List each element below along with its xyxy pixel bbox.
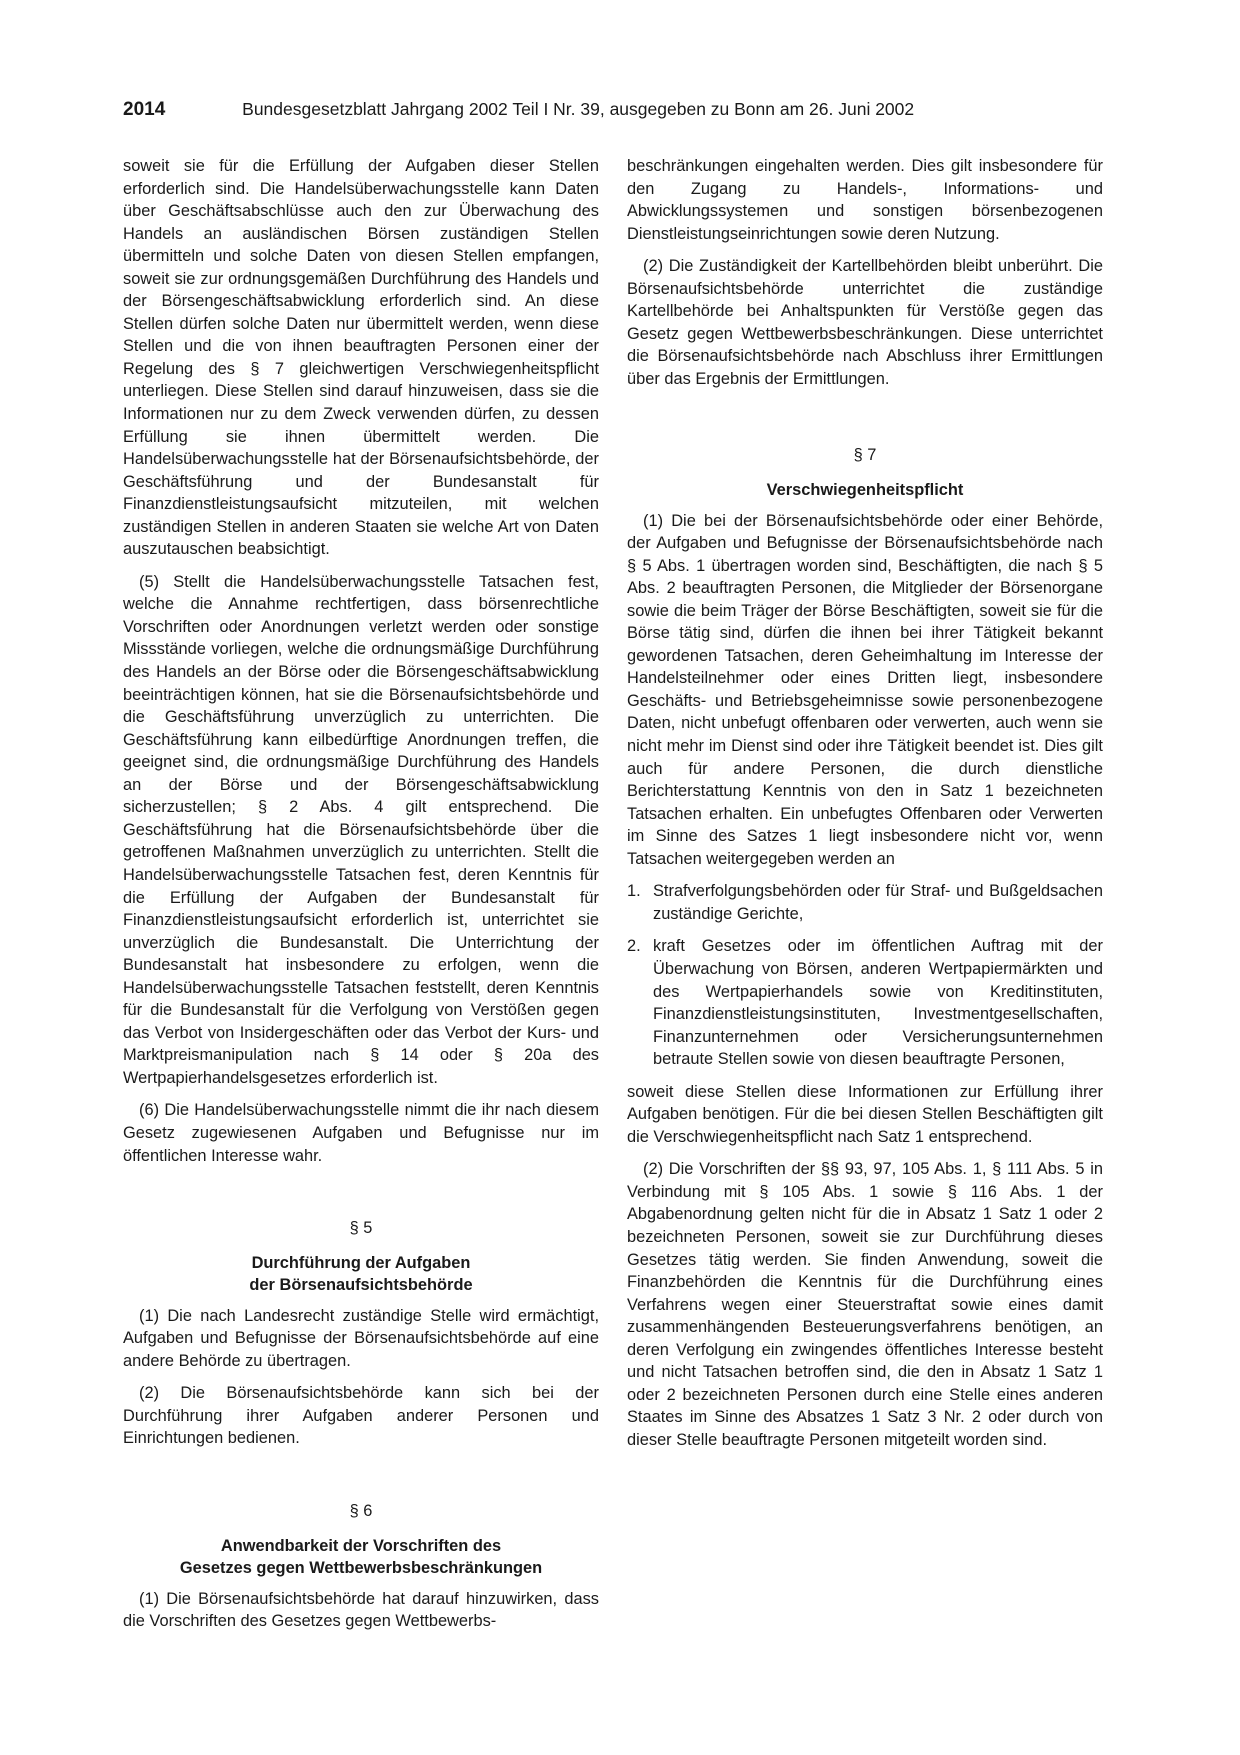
- list-item-number: 2.: [627, 937, 641, 956]
- section-number: § 5: [349, 1219, 373, 1238]
- section-title: Verschwiegenheitspflicht: [766, 481, 964, 500]
- page-header: [123, 98, 1123, 121]
- right-column: [627, 155, 1103, 1461]
- section-title: [123, 1535, 599, 1580]
- enumeration-list: [627, 880, 1103, 1070]
- section-title: [123, 1252, 599, 1297]
- paragraph: (1) Die Börsenaufsichtsbehörde hat darauf hinzuwirken, dass die Vorschriften des Gesetzes gegen Wettbewerbs-: [123, 1589, 599, 1631]
- section-number: § 6: [349, 1501, 373, 1520]
- list-item-text: kraft Gesetzes oder im öffentlichen Auftrag mit der Überwachung von Börsen, anderen Wertpapiermärkten und des Wertpapierhandels sowie von Kreditinstituten, Finanzdienstleistungsinstituten, Investmentgesellschaften, Finanzunternehmen oder Versicherungsunternehmen betraute Stellen sowie von diesen beauftragte Personen,: [653, 937, 1103, 1069]
- paragraph: (5) Stellt die Handelsüberwachungsstelle Tatsachen fest, welche die Annahme rechtfertigen, dass börsenrechtliche Vorschriften oder Anordnungen verletzt werden oder sonstige Missstände vorliegen, welche die ordnungsmäßige Durchführung des Handels an der Börse oder die Börsengeschäftsabwicklung beeinträchtigen können, hat sie die Börsenaufsichtsbehörde und die Geschäftsführung unverzüglich zu unterrichten. Die Geschäftsführung kann eilbedürftige Anordnungen treffen, die geeignet sind, die ordnungsmäßige Durchführung des Handels an der Börse und der Börsengeschäftsabwicklung sicherzustellen; § 2 Abs. 4 gilt entsprechend. Die Geschäftsführung hat die Börsenaufsichtsbehörde über die getroffenen Maßnahmen unverzüglich zu unterrichten. Stellt die Handelsüberwachungsstelle Tatsachen fest, deren Kenntnis für die Erfüllung der Aufgaben der Bundesanstalt für Finanzdienstleistungsaufsicht erforderlich ist, unterrichtet sie unverzüglich die Bundesanstalt. Die Unterrichtung der Bundesanstalt hat insbesondere zu erfolgen, wenn die Handelsüberwachungsstelle Tatsachen feststellt, deren Kenntnis für die Bundesanstalt für die Verfolgung von Verstößen gegen das Verbot von Insidergeschäften oder das Verbot der Kurs- und Marktpreismanipulation nach § 14 oder § 20a des Wertpapierhandelsgesetzes erforderlich ist.: [123, 572, 599, 1087]
- list-item-number: 1.: [627, 882, 641, 901]
- list-item: [627, 880, 1103, 925]
- paragraph: (2) Die Vorschriften der §§ 93, 97, 105 Abs. 1, § 111 Abs. 5 in Verbindung mit § 105 Abs. 1 sowie § 116 Abs. 1 der Abgabenordnung gelten nicht für die in Absatz 1 Satz 1 oder 2 bezeichneten Personen, soweit sie zur Durchführung dieses Gesetzes tätig werden. Sie finden Anwendung, soweit die Finanzbehörden die Kenntnis für die Durchführung eines Verfahrens wegen einer Steuerstraftat sowie eines damit zusammenhängenden Besteuerungsverfahrens benötigen, an deren Verfolgung ein zwingendes öffentliches Interesse besteht und nicht Tatsachen betroffen sind, die den in Absatz 1 Satz 1 oder 2 bezeichneten Personen durch eine Stelle eines anderen Staates im Sinne des Absatzes 1 Satz 3 Nr. 2 oder durch von dieser Stelle beauftragte Personen mitgeteilt worden sind.: [627, 1160, 1103, 1449]
- left-column: [123, 155, 599, 1643]
- paragraph: (2) Die Börsenaufsichtsbehörde kann sich bei der Durchführung ihrer Aufgaben anderer Personen und Einrichtungen bedienen.: [123, 1384, 599, 1448]
- list-item-text: Strafverfolgungsbehörden oder für Straf- und Bußgeldsachen zuständige Gerichte,: [653, 882, 1103, 923]
- list-item: [627, 935, 1103, 1070]
- paragraph: (2) Die Zuständigkeit der Kartellbehörden bleibt unberührt. Die Börsenaufsichtsbehörde unterrichtet die zuständige Kartellbehörde bei Anhaltspunkten für Verstöße gegen das Gesetz gegen Wettbewerbsbeschränkungen. Diese unterrichtet die Börsenaufsichtsbehörde nach Abschluss ihrer Ermittlungen über das Ergebnis der Ermittlungen.: [627, 257, 1103, 388]
- section-title-line: der Börsenaufsichtsbehörde: [249, 1276, 473, 1295]
- header-title: Bundesgesetzblatt Jahrgang 2002 Teil I Nr. 39, ausgegeben zu Bonn am 26. Juni 2002: [242, 99, 915, 119]
- paragraph: soweit sie für die Erfüllung der Aufgaben dieser Stellen erforderlich sind. Die Handelsüberwachungsstelle kann Daten über Geschäftsabschlüsse auch den zur Überwachung des Handels an ausländischen Börsen zuständigen Stellen übermitteln und solche Daten von diesen Stellen empfangen, soweit sie zur ordnungsgemäßen Durchführung des Handels und der Börsengeschäftsabwicklung erforderlich sind. An diese Stellen dürfen solche Daten nur übermittelt werden, wenn diese Stellen und die von ihnen beauftragten Personen einer der Regelung des § 7 gleichwertigen Verschwiegenheitspflicht unterliegen. Diese Stellen sind darauf hinzuweisen, dass sie die Informationen nur zu dem Zweck verwenden dürfen, zu dessen Erfüllung sie ihnen übermittelt werden. Die Handelsüberwachungsstelle hat der Börsenaufsichtsbehörde, der Geschäftsführung und der Bundesanstalt für Finanzdienstleistungsaufsicht mitzuteilen, mit welchen zuständigen Stellen in anderen Staaten sie welche Art von Daten auszutauschen beabsichtigt.: [123, 157, 599, 559]
- paragraph: (6) Die Handelsüberwachungsstelle nimmt die ihr nach diesem Gesetz zugewiesenen Aufgaben und Befugnisse nur im öffentlichen Interesse wahr.: [123, 1101, 599, 1165]
- paragraph: beschränkungen eingehalten werden. Dies gilt insbesondere für den Zugang zu Handels-, Informations- und Abwicklungssystemen und sonstigen börsenbezogenen Dienstleistungseinrichtungen sowie deren Nutzung.: [627, 157, 1103, 243]
- paragraph: (1) Die bei der Börsenaufsichtsbehörde oder einer Behörde, der Aufgaben und Befugnisse der Börsenaufsichtsbehörde nach § 5 Abs. 1 übertragen worden sind, Beschäftigten, die nach § 5 Abs. 2 beauftragten Personen, die Mitglieder der Börsenorgane sowie die beim Träger der Börse Beschäftigten, soweit sie für die Börse tätig sind, dürfen die ihnen bei ihrer Tätigkeit bekannt gewordenen Tatsachen, deren Geheimhaltung im Interesse der Handelsteilnehmer oder eines Dritten liegt, insbesondere Geschäfts- und Betriebsgeheimnisse sowie personenbezogene Daten, nicht unbefugt offenbaren oder verwerten, auch wenn sie nicht mehr im Dienst sind oder ihre Tätigkeit beendet ist. Dies gilt auch für andere Personen, die durch dienstliche Berichterstattung Kenntnis von den in Satz 1 bezeichneten Tatsachen erhalten. Ein unbefugtes Offenbaren oder Verwerten im Sinne des Satzes 1 liegt insbesondere nicht vor, wenn Tatsachen weitergegeben werden an: [627, 511, 1103, 868]
- section-title-line: Durchführung der Aufgaben: [251, 1253, 471, 1272]
- section-title-line: Anwendbarkeit der Vorschriften des: [220, 1536, 502, 1555]
- section-number: § 7: [853, 446, 877, 465]
- paragraph: (1) Die nach Landesrecht zuständige Stelle wird ermächtigt, Aufgaben und Befugnisse der Börsenaufsichtsbehörde auf eine andere Behörde zu übertragen.: [123, 1306, 599, 1370]
- paragraph: soweit diese Stellen diese Informationen zur Erfüllung ihrer Aufgaben benötigen. Für die bei diesen Stellen Beschäftigten gilt die Verschwiegenheitspflicht nach Satz 1 entsprechend.: [627, 1082, 1103, 1146]
- section-title-line: Gesetzes gegen Wettbewerbsbeschränkungen: [179, 1559, 543, 1578]
- page-number: 2014: [123, 99, 166, 120]
